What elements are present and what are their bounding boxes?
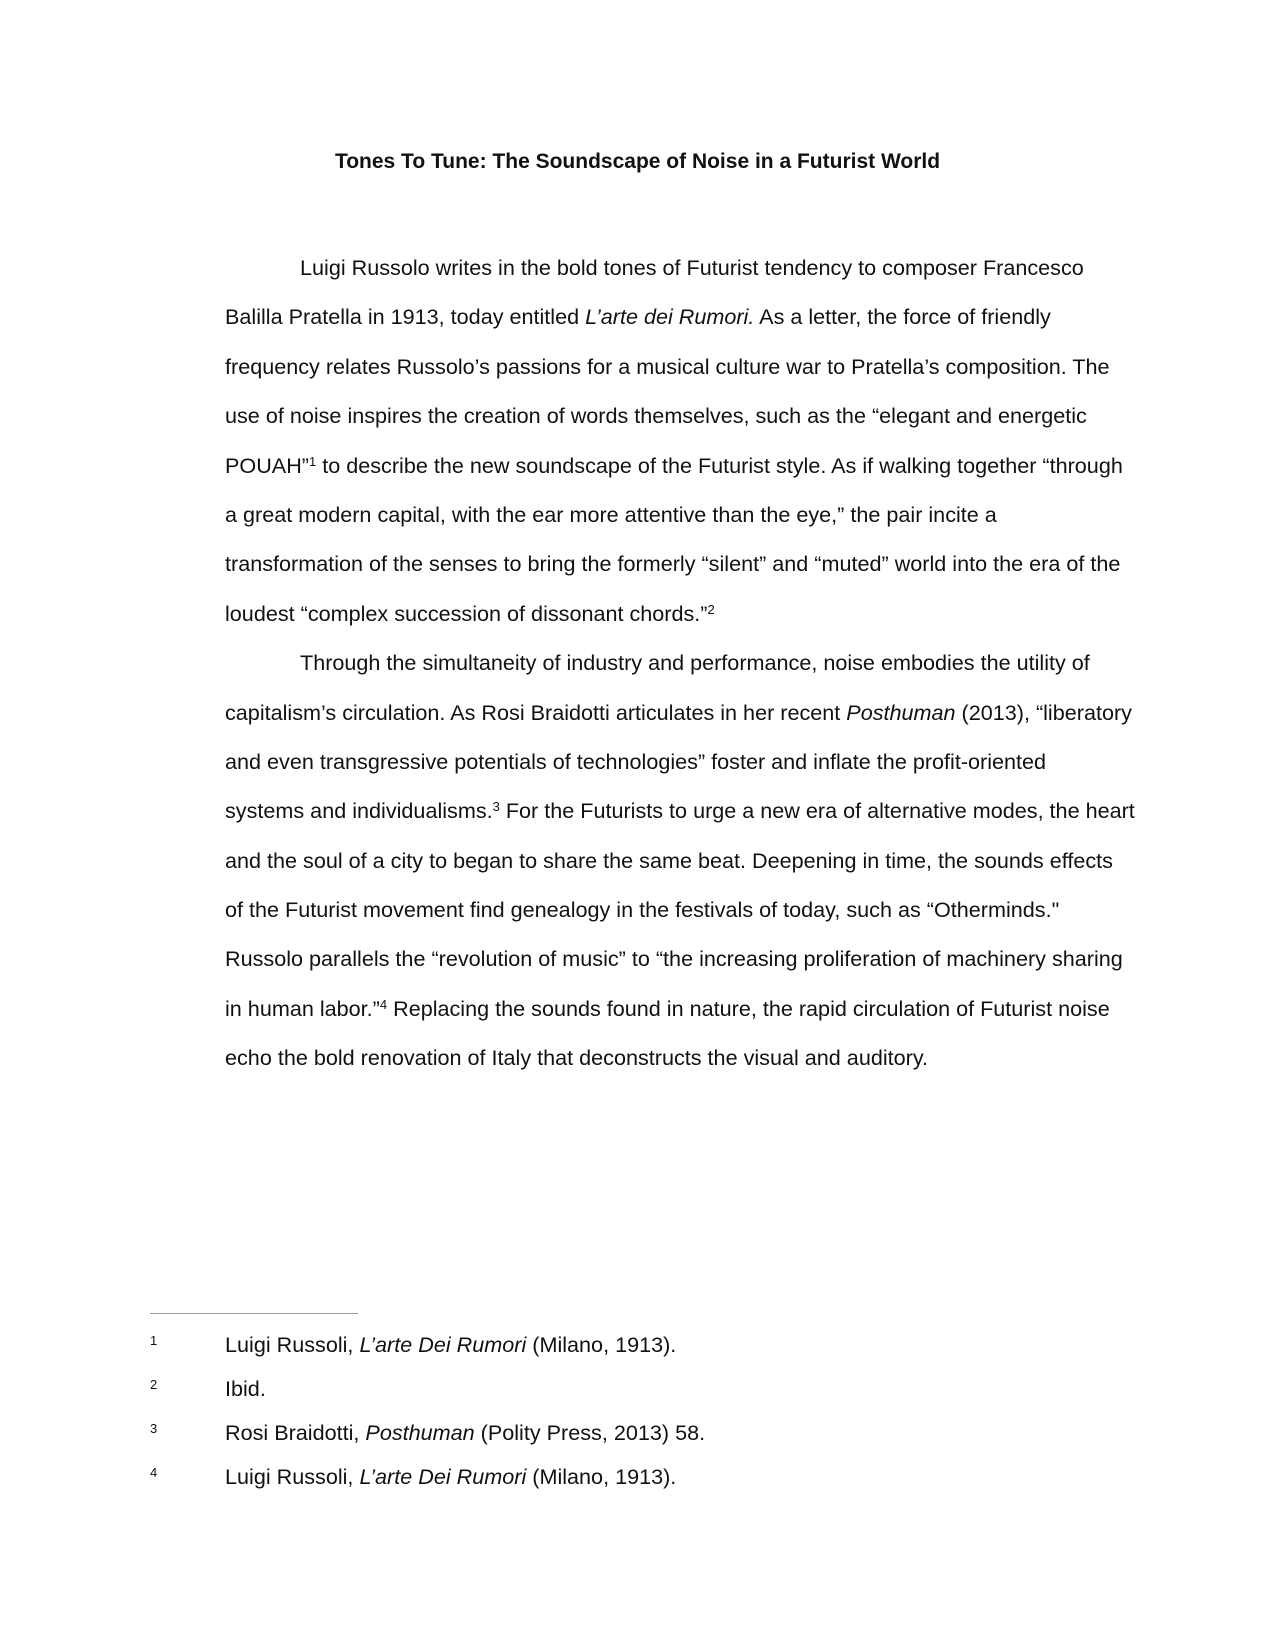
footnote-1 [150,1330,1130,1374]
paragraph-1 [150,243,1130,638]
footnote-number: 2 [150,1377,158,1392]
paragraph-2 [150,638,1135,1083]
line: and the soul of a city to began to share the same beat. Deepening in time, the sounds effects [225,847,1113,873]
line: loudest “complex succession of dissonant chords.”$^2$ [225,600,715,626]
footnote-ref-2[interactable]: 2 [707,601,715,617]
footnote-text: Luigi Russoli, L’arte Dei Rumori (Milano, 1913). [225,1332,677,1357]
line: and even transgressive potentials of technologies” foster and inflate the profit-oriented [225,748,1047,774]
line: POUAH”$^1$ to describe the new soundscape of the Futurist style. As if walking together “through [225,452,1123,478]
line: Balilla Pratella in 1913, today entitled L’arte dei Rumori. As a letter, the force of friendly [225,304,1051,330]
footnote-ref-1[interactable]: 1 [308,453,317,469]
footnote-divider [150,1313,358,1314]
line: a great modern capital, with the ear more attentive than the eye,” the pair incite a [225,501,997,527]
footnote-ref-3[interactable]: 3 [492,799,500,815]
footnote-ref-4[interactable]: 4 [379,996,388,1012]
footnotes [150,1330,1130,1506]
line: Russolo parallels the “revolution of music” to “the increasing proliferation of machinery sharing [225,946,1123,972]
line: echo the bold renovation of Italy that deconstructs the visual and auditory. [225,1045,929,1071]
line: frequency relates Russolo’s passions for a musical culture war to Pratella’s composition. The [225,353,1110,379]
footnote-text: Luigi Russoli, L’arte Dei Rumori (Milano, 1913). [225,1464,677,1489]
footnote-text: Ibid. [225,1376,266,1401]
line: in human labor.”$^4$ Replacing the sounds found in nature, the rapid circulation of Futurist noise [225,995,1110,1021]
body-text [150,243,1135,1083]
footnote-number: 3 [150,1421,158,1436]
footnote-number: 1 [150,1333,158,1348]
line: of the Futurist movement find genealogy in the festivals of today, such as “Otherminds." [225,897,1060,923]
footnote-3 [150,1418,1130,1462]
line: Luigi Russolo writes in the bold tones of Futurist tendency to composer Francesco [300,255,1084,280]
line: capitalism’s circulation. As Rosi Braidotti articulates in her recent Posthuman (2013), “liberatory [225,699,1132,725]
italic-title: Posthuman [846,699,956,725]
line: use of noise inspires the creation of words themselves, such as the “elegant and energetic [225,403,1087,429]
footnote-2 [150,1374,1130,1418]
line: systems and individualisms.$^3$ For the Futurists to urge a new era of alternative modes, the heart [225,798,1135,824]
footnote-number: 4 [150,1465,158,1480]
footnote-4 [150,1462,1130,1506]
page-title: Tones To Tune: The Soundscape of Noise in a Futurist World [334,150,941,173]
italic-title: L’arte dei Rumori. [585,304,755,330]
line: Through the simultaneity of industry and performance, noise embodies the utility of [300,650,1090,676]
footnote-text: Rosi Braidotti, Posthuman (Polity Press, 2013) 58. [225,1420,706,1445]
line: transformation of the senses to bring the formerly “silent” and “muted” world into the era of the [225,551,1121,577]
